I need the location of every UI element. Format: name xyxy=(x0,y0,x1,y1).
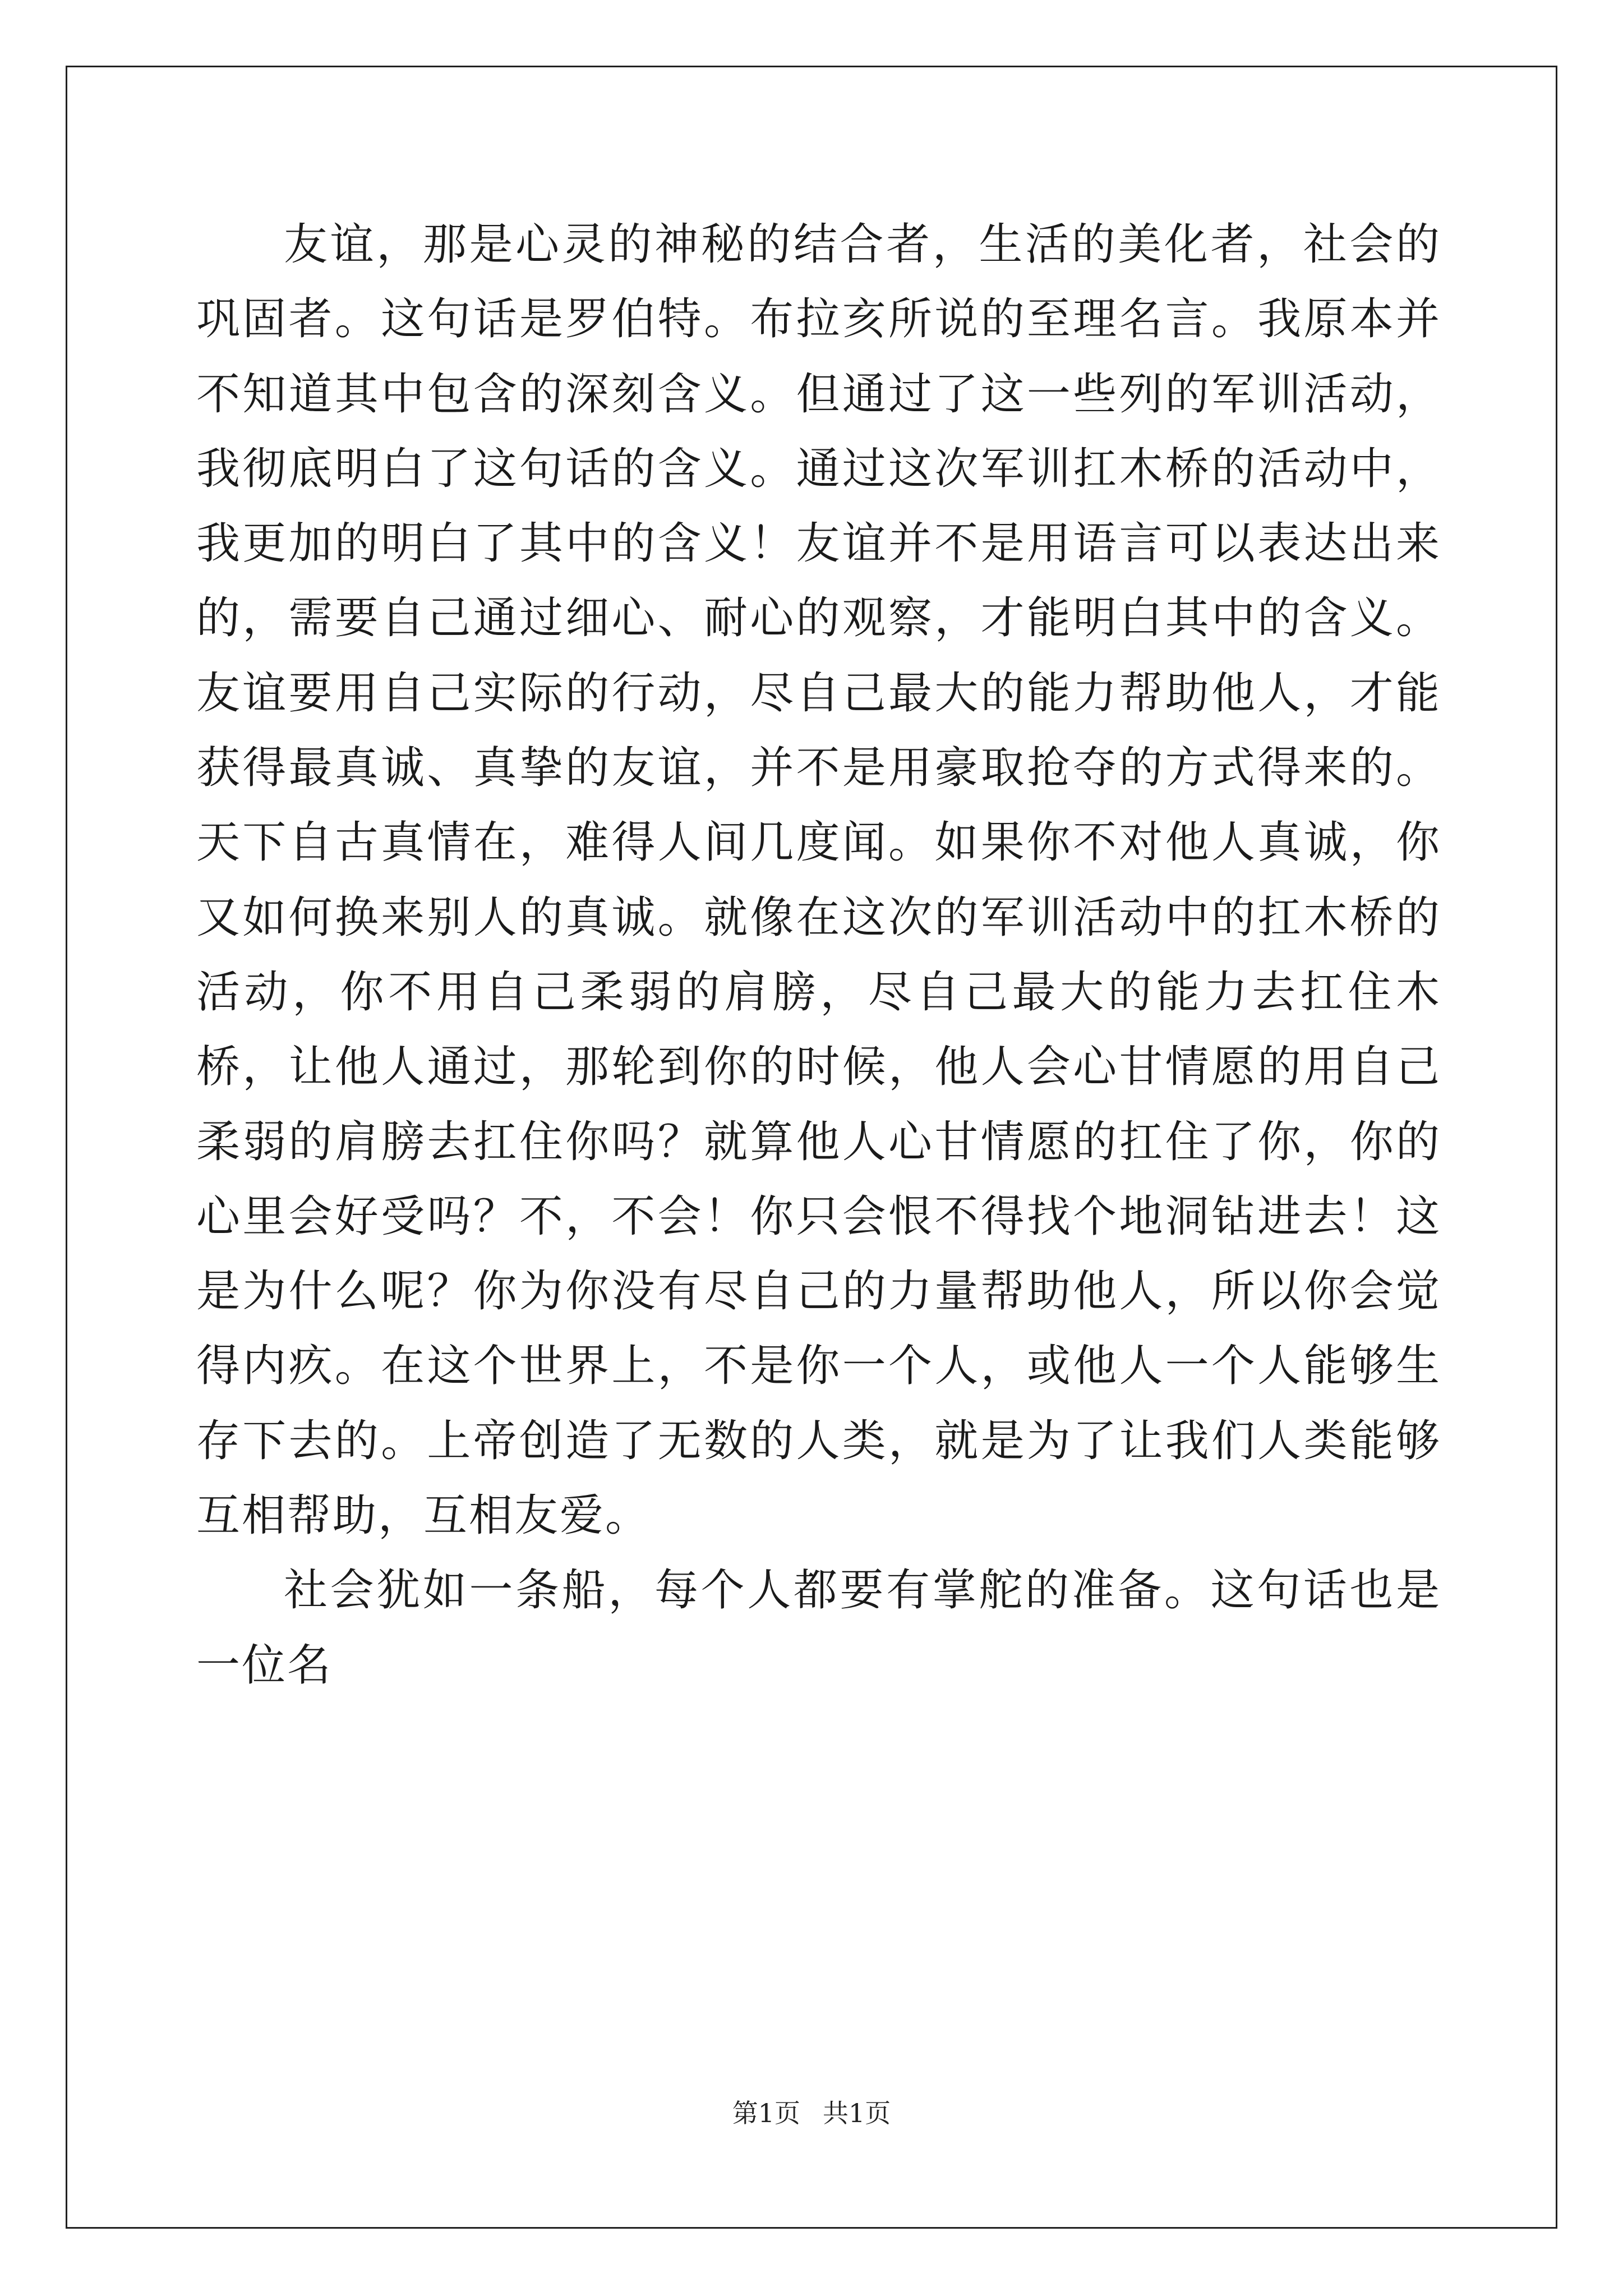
paragraph-society-boat: 社会犹如一条船，每个人都要有掌舵的准备。这句话也是一位名 xyxy=(196,1565,1441,1691)
paragraph-friendship: 友谊，那是心灵的神秘的结合者，生活的美化者，社会的巩固者。这句话是罗伯特。布拉亥所说的至理名言。我原本并不知道其中包含的深刻含义。但通过了这一些列的军训活动，我彻底明白了这句话的含义。通过这次军训扛木桥的活动中，我更加的明白了其中的含义！友谊并不是用语言可以表达出来的，需要自己通过细心、耐心的观察，才能明白其中的含义。友谊要用自己实际的行动，尽自己最大的能力帮助他人，才能获得最真诚、真挚的友谊，并不是用豪取抢夺的方式得来的。天下自古真情在，难得人间几度闻。如果你不对他人真诚，你又如何换来别人的真诚。就像在这次的军训活动中的扛木桥的活动，你不用自己柔弱的肩膀，尽自己最大的能力去扛住木桥，让他人通过，那轮到你的时候，他人会心甘情愿的用自己柔弱的肩膀去扛住你吗？就算他人心甘情愿的扛住了你，你的心里会好受吗？不，不会！你只会恨不得找个地洞钻进去！这是为什么呢？你为你没有尽自己的力量帮助他人，所以你会觉得内疚。在这个世界上，不是你一个人，或他人一个人能够生存下去的。上帝创造了无数的人类，就是为了让我们人类能够互相帮助，互相友爱。 xyxy=(196,219,1441,1542)
page-number-total: 共1页 xyxy=(823,2098,891,2128)
page-footer xyxy=(0,2096,1623,2130)
document-body xyxy=(196,208,1441,1703)
page-number-current: 第1页 xyxy=(732,2098,800,2128)
